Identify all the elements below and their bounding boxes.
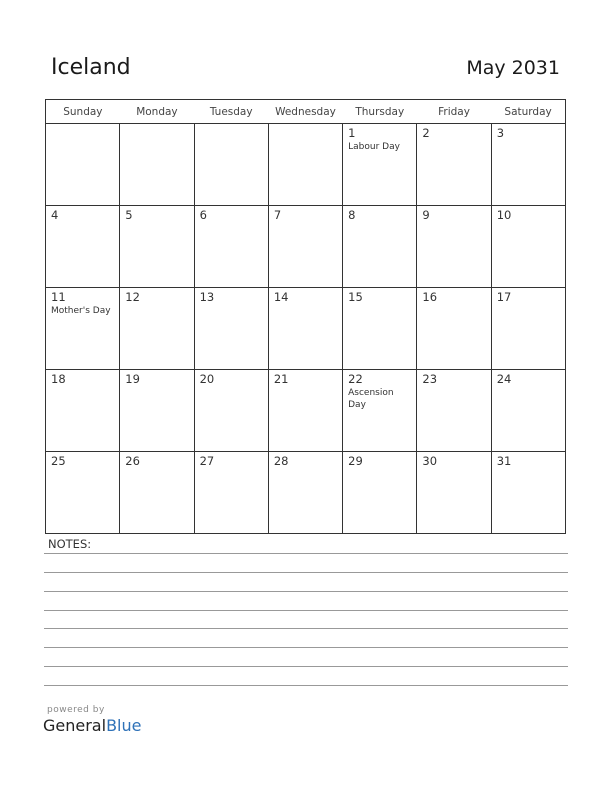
day-number: 20 [199,372,215,386]
note-line [44,628,568,629]
note-line [44,666,568,667]
logo-general-text: General [43,716,107,735]
holiday-label: Ascension Day [348,388,394,410]
day-cell [120,370,194,452]
day-number: 26 [125,454,140,468]
day-number: 30 [422,454,438,468]
day-cell [343,370,417,452]
day-cell [46,370,120,452]
day-cell [343,206,417,288]
day-cell [120,288,194,370]
day-cell [120,124,194,206]
day-number: 23 [422,372,438,386]
note-line [44,553,568,554]
day-cell [194,288,268,370]
day-cell [268,288,342,370]
day-number: 16 [422,290,438,304]
day-number: 10 [496,208,512,222]
day-number: 8 [348,208,356,222]
logo-blue-text: Blue [106,716,142,735]
day-cell [417,124,491,206]
day-number: 24 [496,372,512,386]
day-cell [46,206,120,288]
day-cell [417,206,491,288]
day-cell [268,452,342,534]
day-number: 14 [273,290,289,304]
day-cell [417,288,491,370]
weekday-header: Saturday [491,100,565,124]
day-cell [491,370,565,452]
day-cell [194,124,268,206]
day-number: 25 [51,454,66,468]
day-number: 2 [422,126,430,140]
day-number: 28 [273,454,289,468]
week-row [46,452,566,534]
day-cell [46,452,120,534]
day-cell [194,452,268,534]
day-number: 11 [51,290,66,304]
day-number: 6 [199,208,207,222]
day-cell [46,124,120,206]
day-cell [120,452,194,534]
note-line [44,685,568,686]
holiday-label: Mother's Day [51,306,111,316]
weekday-header: Thursday [343,100,417,124]
day-cell [417,452,491,534]
generalblue-logo [43,716,141,735]
day-number: 5 [125,208,133,222]
week-row [46,370,566,452]
day-cell [268,206,342,288]
day-number: 29 [348,454,363,468]
calendar-grid [45,99,566,534]
notes-label: NOTES: [48,537,92,551]
day-number: 19 [125,372,140,386]
weekday-header: Friday [417,100,491,124]
day-cell [491,124,565,206]
day-number: 12 [125,290,140,304]
holiday-label: Labour Day [348,142,400,152]
week-row [46,206,566,288]
weekday-header: Monday [120,100,194,124]
day-cell [194,206,268,288]
weekday-header: Tuesday [194,100,268,124]
day-number: 7 [273,208,282,222]
month-year-title: May 2031 [466,57,560,79]
day-number: 31 [496,454,512,468]
week-row [46,288,566,370]
weekday-header: Sunday [46,100,120,124]
country-title: Iceland [51,55,131,80]
day-cell [120,206,194,288]
day-cell [491,452,565,534]
week-row [46,124,566,206]
day-cell [343,124,417,206]
day-cell [343,288,417,370]
day-cell [491,206,565,288]
day-cell [268,370,342,452]
day-cell [268,124,342,206]
day-number: 1 [348,126,356,140]
day-number: 27 [199,454,215,468]
note-line [44,591,568,592]
day-number: 13 [199,290,215,304]
note-line [44,572,568,573]
day-cell [491,288,565,370]
weekday-header-row [46,100,566,124]
day-number: 18 [51,372,66,386]
day-number: 3 [496,126,505,140]
note-line [44,647,568,648]
day-cell [46,288,120,370]
day-number: 22 [348,372,363,386]
note-line [44,610,568,611]
day-number: 17 [496,290,512,304]
day-number: 15 [348,290,363,304]
powered-by-text: powered by [47,705,105,715]
day-cell [343,452,417,534]
day-cell [194,370,268,452]
day-number: 9 [422,208,430,222]
day-number: 21 [273,372,289,386]
day-number: 4 [51,208,59,222]
weekday-header: Wednesday [268,100,342,124]
day-cell [417,370,491,452]
